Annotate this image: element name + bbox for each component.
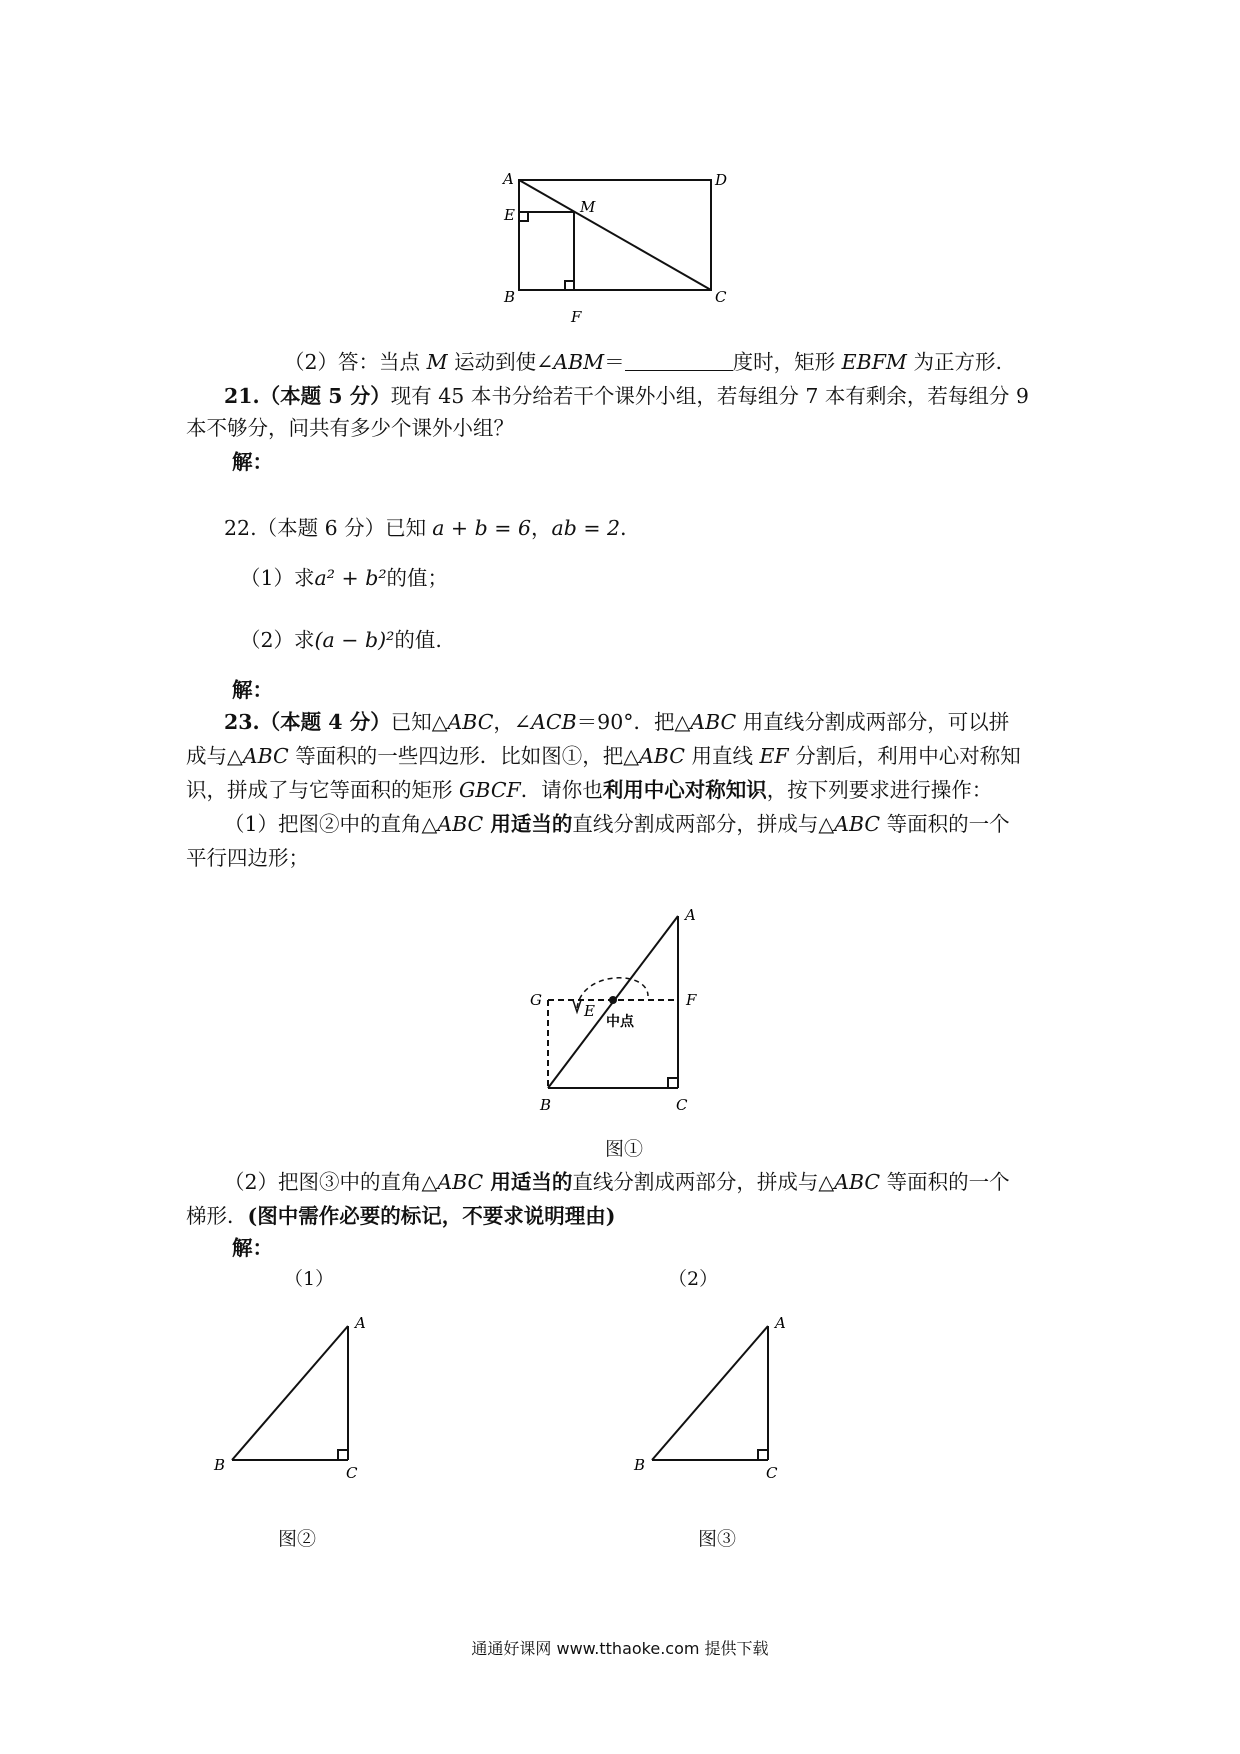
question-text: 等面积的一个 <box>880 1170 1010 1194</box>
label-m: M <box>580 198 596 216</box>
question-text: ＝90°．把△ <box>576 710 691 734</box>
label-c: C <box>766 1464 778 1482</box>
answer-label-1: （1） <box>284 1268 335 1290</box>
page-footer: 通通好课网 www.tthaoke.com 提供下载 <box>471 1639 769 1658</box>
question-text: 等面积的一个 <box>880 812 1010 836</box>
label-b: B <box>540 1096 552 1114</box>
question-text: 22.（本题 6 分）已知 <box>224 516 427 540</box>
q22-part2 <box>240 630 442 651</box>
hypotenuse-ab <box>232 1326 348 1460</box>
q21-line1 <box>224 386 1029 407</box>
q21-line2: 本不够分，问共有多少个课外小组？ <box>186 416 514 440</box>
question-text: 现有 45 本书分给若干个课外小组，若每组分 7 本有剩余，若每组分 9 <box>390 384 1029 408</box>
label-b: B <box>214 1456 226 1474</box>
question-text: 用直线 <box>684 744 760 768</box>
question-text: 等面积的一些四边形．比如图①，把△ <box>288 744 639 768</box>
right-angle-e <box>519 212 528 221</box>
var-abc: ABC <box>834 1170 881 1194</box>
answer-blank[interactable] <box>625 352 733 371</box>
question-emphasis: (图中需作必要的标记，不要求说明理由) <box>247 1204 616 1228</box>
q22-part1 <box>240 568 448 589</box>
question-text: （1）把图②中的直角△ <box>224 812 438 836</box>
q23-part1-line1 <box>224 814 1010 835</box>
question-text: 用直线分割成两部分，可以拼 <box>736 710 1010 734</box>
var-abc: ABC <box>242 744 289 768</box>
hypotenuse-ab <box>652 1326 768 1460</box>
question-text: 识，拼成了与它等面积的矩形 <box>186 778 460 802</box>
q22-header <box>224 518 641 539</box>
question-text: ，∠ <box>493 710 532 734</box>
q23-part2-line1 <box>224 1172 1010 1193</box>
label-c: C <box>676 1096 688 1114</box>
q20-text: 运动到使∠ <box>447 350 554 374</box>
label-b: B <box>634 1456 646 1474</box>
label-e: E <box>584 1002 595 1020</box>
q22-condition-1: a + b = 6 <box>432 516 531 540</box>
question-text: （1）求 <box>240 566 315 590</box>
figure-3-caption: 图③ <box>698 1528 737 1550</box>
question-text: ．请你也 <box>520 778 603 802</box>
q20-text: 为正方形. <box>906 350 1002 374</box>
right-angle-c <box>758 1450 768 1460</box>
q22-condition-2: ab = 2 <box>551 516 621 540</box>
q20-var-ebfm: EBFM <box>841 350 907 374</box>
label-midpoint: 中点 <box>606 1014 634 1030</box>
question-text: 直线分割成两部分，拼成与△ <box>572 812 835 836</box>
q23-line2 <box>186 746 1021 767</box>
right-angle-c <box>338 1450 348 1460</box>
question-emphasis: 利用中心对称知识 <box>602 778 767 802</box>
q20-text: （2）答：当点 <box>284 350 427 374</box>
q22-solve-label: 解： <box>232 678 273 702</box>
q20-var-m: M <box>426 350 448 374</box>
var-abc: ABC <box>437 1170 484 1194</box>
question-number: 21. <box>224 384 260 408</box>
question-text: 的值； <box>386 566 449 590</box>
question-number: 23. <box>224 710 260 734</box>
q20-rectangle-figure <box>480 160 770 330</box>
diagonal-ac <box>519 180 711 290</box>
var-abc: ABC <box>437 812 484 836</box>
question-text: 直线分割成两部分，拼成与△ <box>572 1170 835 1194</box>
question-text: 成与△ <box>186 744 243 768</box>
q23-solve-label: 解： <box>232 1236 273 1260</box>
question-text: （2）求 <box>240 628 315 652</box>
figure-3-triangle[interactable] <box>620 1300 810 1490</box>
var-acb: ACB <box>531 710 577 734</box>
figure-1-caption: 图① <box>605 1138 644 1160</box>
var-gbcf: GBCF <box>459 778 521 802</box>
right-angle-f <box>565 281 574 290</box>
label-a: A <box>355 1314 366 1332</box>
question-text: ． <box>620 516 641 540</box>
label-f: F <box>571 308 582 326</box>
q20-part2 <box>284 352 1002 373</box>
q22-expression-1: a² + b² <box>314 566 387 590</box>
figure-2-caption: 图② <box>278 1528 317 1550</box>
question-emphasis: 用适当的 <box>483 812 573 836</box>
var-abc: ABC <box>690 710 737 734</box>
label-a: A <box>775 1314 786 1332</box>
q23-line1 <box>224 712 1009 733</box>
question-points: （本题 5 分） <box>259 384 391 408</box>
q23-line3 <box>186 780 992 801</box>
var-abc: ABC <box>447 710 494 734</box>
label-c: C <box>346 1464 358 1482</box>
label-b: B <box>504 288 516 306</box>
question-text: 已知△ <box>390 710 448 734</box>
question-text: ， <box>531 516 552 540</box>
var-abc: ABC <box>638 744 685 768</box>
label-a: A <box>503 170 514 188</box>
q23-part2-line2 <box>186 1206 615 1227</box>
label-e: E <box>504 206 515 224</box>
question-text: 的值. <box>394 628 442 652</box>
label-g: G <box>530 991 542 1009</box>
q20-text: ＝ <box>604 350 625 374</box>
question-text: （2）把图③中的直角△ <box>224 1170 438 1194</box>
answer-label-2: （2） <box>668 1268 719 1290</box>
question-emphasis: 用适当的 <box>483 1170 573 1194</box>
var-abc: ABC <box>834 812 881 836</box>
label-c: C <box>715 288 727 306</box>
figure-2-triangle[interactable] <box>200 1300 390 1490</box>
q21-solve-label: 解： <box>232 450 273 474</box>
question-text: ，按下列要求进行操作： <box>766 778 993 802</box>
figure-1-triangle <box>520 900 720 1120</box>
q20-var-abm: ABM <box>553 350 605 374</box>
label-f: F <box>686 991 697 1009</box>
question-text: 梯形． <box>186 1204 248 1228</box>
label-a: A <box>685 906 696 924</box>
q22-expression-2: (a − b)² <box>314 628 395 652</box>
q20-text: 度时，矩形 <box>732 350 842 374</box>
var-ef: EF <box>759 744 789 768</box>
right-angle-c <box>668 1078 678 1088</box>
question-points: （本题 4 分） <box>259 710 391 734</box>
q23-part1-line2: 平行四边形； <box>186 846 309 870</box>
midpoint-e <box>609 996 617 1004</box>
label-d: D <box>715 171 728 189</box>
question-text: 分割后，利用中心对称知 <box>788 744 1021 768</box>
